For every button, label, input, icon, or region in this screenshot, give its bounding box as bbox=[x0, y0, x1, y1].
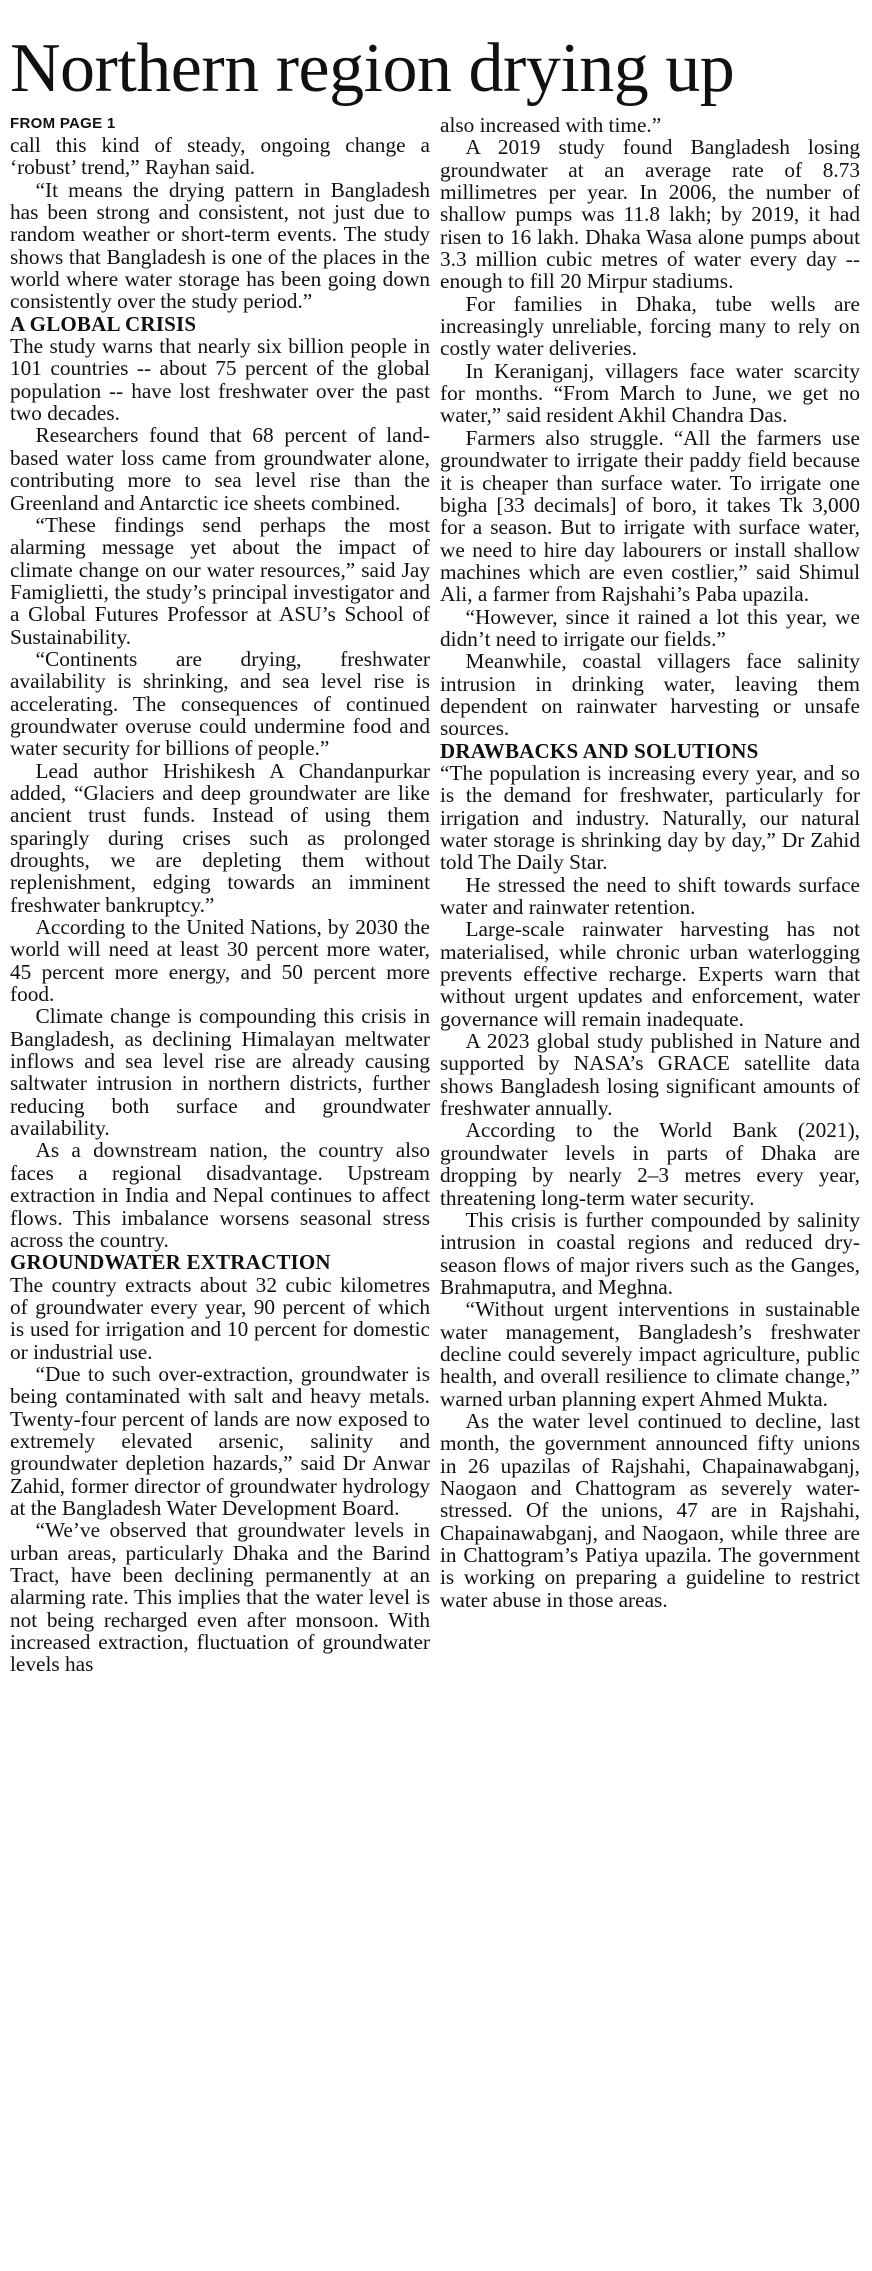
kicker: FROM PAGE 1 bbox=[10, 115, 116, 132]
body-paragraph: Meanwhile, coastal villagers face salinity intrusion in drinking water, leaving them dependent on rainwater harvesting or unsafe sources. bbox=[440, 649, 860, 741]
body-paragraph: “Continents are drying, freshwater availability is shrinking, and sea level rise is accelerating. The consequences of continued groundwater overuse could undermine food and water security for billions of people.” bbox=[10, 646, 430, 761]
article-columns bbox=[10, 114, 860, 1676]
body-paragraph: “These findings send perhaps the most alarming message yet about the impact of climate change on our water resources,” said Jay Famiglietti, the study’s principal investigator and a Global Futures Professor at ASU’s School of Sustainability. bbox=[10, 512, 430, 649]
body-paragraph: call this kind of steady, ongoing change a ‘robust’ trend,” Rayhan said. bbox=[10, 133, 430, 180]
body-paragraph: Researchers found that 68 percent of land-based water loss came from groundwater alone, contributing more to sea level rise than the Greenland and Antarctic ice sheets combined. bbox=[10, 423, 430, 515]
body-paragraph: “We’ve observed that groundwater levels in urban areas, particularly Dhaka and the Barind Tract, have been declining permanently at an alarming rate. This implies that the water level is not being recharged even after monsoon. With increased extraction, fluctuation of groundwater levels has bbox=[10, 1518, 430, 1677]
body-paragraph: As the water level continued to decline, last month, the government announced fifty unions in 26 upazilas of Rajshahi, Chapainawabganj, Naogaon and Chattogram as severely water-stressed. Of the unions, 47 are in Rajshahi, Chapainawabganj, and Naogaon, while three are in Chattogram’s Patiya upazila. The government is working on preparing a guideline to restrict water abuse in those areas. bbox=[440, 1408, 860, 1612]
body-paragraph: According to the United Nations, by 2030 the world will need at least 30 percent more water, 45 percent more energy, and 50 percent more food. bbox=[10, 915, 430, 1007]
body-paragraph: Lead author Hrishikesh A Chandanpurkar added, “Glaciers and deep groundwater are like ancient trust funds. Instead of using them sparingly during crises such as prolonged droughts, we are depleting them without replenishment, edging towards an imminent freshwater bankruptcy.” bbox=[10, 758, 430, 917]
body-paragraph: also increased with time.” bbox=[440, 113, 662, 137]
body-paragraph: He stressed the need to shift towards surface water and rainwater retention. bbox=[440, 872, 860, 920]
body-paragraph: The country extracts about 32 cubic kilometres of groundwater every year, 90 percent of which is used for irrigation and 10 percent for domestic or industrial use. bbox=[10, 1272, 430, 1364]
body-paragraph: This crisis is further compounded by salinity intrusion in coastal regions and reduced dry-season flows of major rivers such as the Ganges, Brahmaputra, and Meghna. bbox=[440, 1207, 860, 1299]
body-paragraph: “Without urgent interventions in sustainable water management, Bangladesh’s freshwater decline could severely impact agriculture, public health, and overall resilience to climate change,” warned urban planning expert Ahmed Mukta. bbox=[440, 1297, 860, 1411]
body-paragraph: According to the World Bank (2021), groundwater levels in parts of Dhaka are dropping by nearly 2–3 metres every year, threatening long-term water security. bbox=[440, 1118, 860, 1210]
body-paragraph: “Due to such over-extraction, groundwater is being contaminated with salt and heavy metals. Twenty-four percent of lands are now exposed to extremely elevated arsenic, salinity and groundwater depletion hazards,” said Dr Anwar Zahid, former director of groundwater hydrology at the Bangladesh Water Development Board. bbox=[10, 1361, 430, 1520]
body-paragraph: “The population is increasing every year, and so is the demand for freshwater, particularly for irrigation and industry. Naturally, our natural water storage is shrinking day by day,” Dr Zahid told The Daily Star. bbox=[440, 760, 860, 875]
body-paragraph: As a downstream nation, the country also faces a regional disadvantage. Upstream extraction in India and Nepal continues to affect flows. This imbalance worsens seasonal stress across the country. bbox=[10, 1138, 430, 1252]
body-paragraph: In Keraniganj, villagers face water scarcity for months. “From March to June, we get no water,” said resident Akhil Chandra Das. bbox=[440, 358, 860, 428]
body-paragraph: “However, since it rained a lot this year, we didn’t need to irrigate our fields.” bbox=[440, 604, 860, 651]
column-left bbox=[10, 114, 430, 1676]
section-subhead: DRAWBACKS AND SOLUTIONS bbox=[440, 738, 759, 763]
body-paragraph: “It means the drying pattern in Bangladesh has been strong and consistent, not just due to random weather or short-term events. The study shows that Bangladesh is one of the places in the world where water storage has been going down consistently over the study period.” bbox=[10, 177, 430, 314]
headline: Northern region drying up bbox=[10, 30, 735, 107]
body-paragraph: A 2019 study found Bangladesh losing groundwater at an average rate of 8.73 millimetres per year. In 2006, the number of shallow pumps was 11.8 lakh; by 2019, it had risen to 16 lakh. Dhaka Wasa alone pumps about 3.3 million cubic metres of water every day -- enough to fill 20 Mirpur stadiums. bbox=[440, 135, 860, 294]
column-right bbox=[440, 114, 860, 1676]
body-paragraph: For families in Dhaka, tube wells are increasingly unreliable, forcing many to rely on costly water deliveries. bbox=[440, 291, 860, 361]
body-paragraph: The study warns that nearly six billion people in 101 countries -- about 75 percent of the global population -- have lost freshwater over the past two decades. bbox=[10, 334, 430, 426]
body-paragraph: Large-scale rainwater harvesting has not materialised, while chronic urban waterlogging prevents effective recharge. Experts warn that without urgent updates and enforcement, water governance will remain inadequate. bbox=[440, 917, 860, 1031]
section-subhead: A GLOBAL CRISIS bbox=[10, 311, 197, 336]
body-paragraph: Climate change is compounding this crisis in Bangladesh, as declining Himalayan meltwater inflows and sea level rise are already causing saltwater intrusion in northern districts, further reducing both surface and groundwater availability. bbox=[10, 1004, 430, 1141]
body-paragraph: A 2023 global study published in Nature and supported by NASA’s GRACE satellite data shows Bangladesh losing significant amounts of freshwater annually. bbox=[440, 1029, 860, 1121]
section-subhead: GROUNDWATER EXTRACTION bbox=[10, 1250, 331, 1275]
body-paragraph: Farmers also struggle. “All the farmers use groundwater to irrigate their paddy field because it is cheaper than surface water. To irrigate one bigha [33 decimals] of boro, it takes Tk 3,000 for a season. But to irrigate with surface water, we need to hire day labourers or install shallow machines which are even costlier,” said Shimul Ali, a farmer from Rajshahi’s Paba upazila. bbox=[440, 425, 860, 607]
